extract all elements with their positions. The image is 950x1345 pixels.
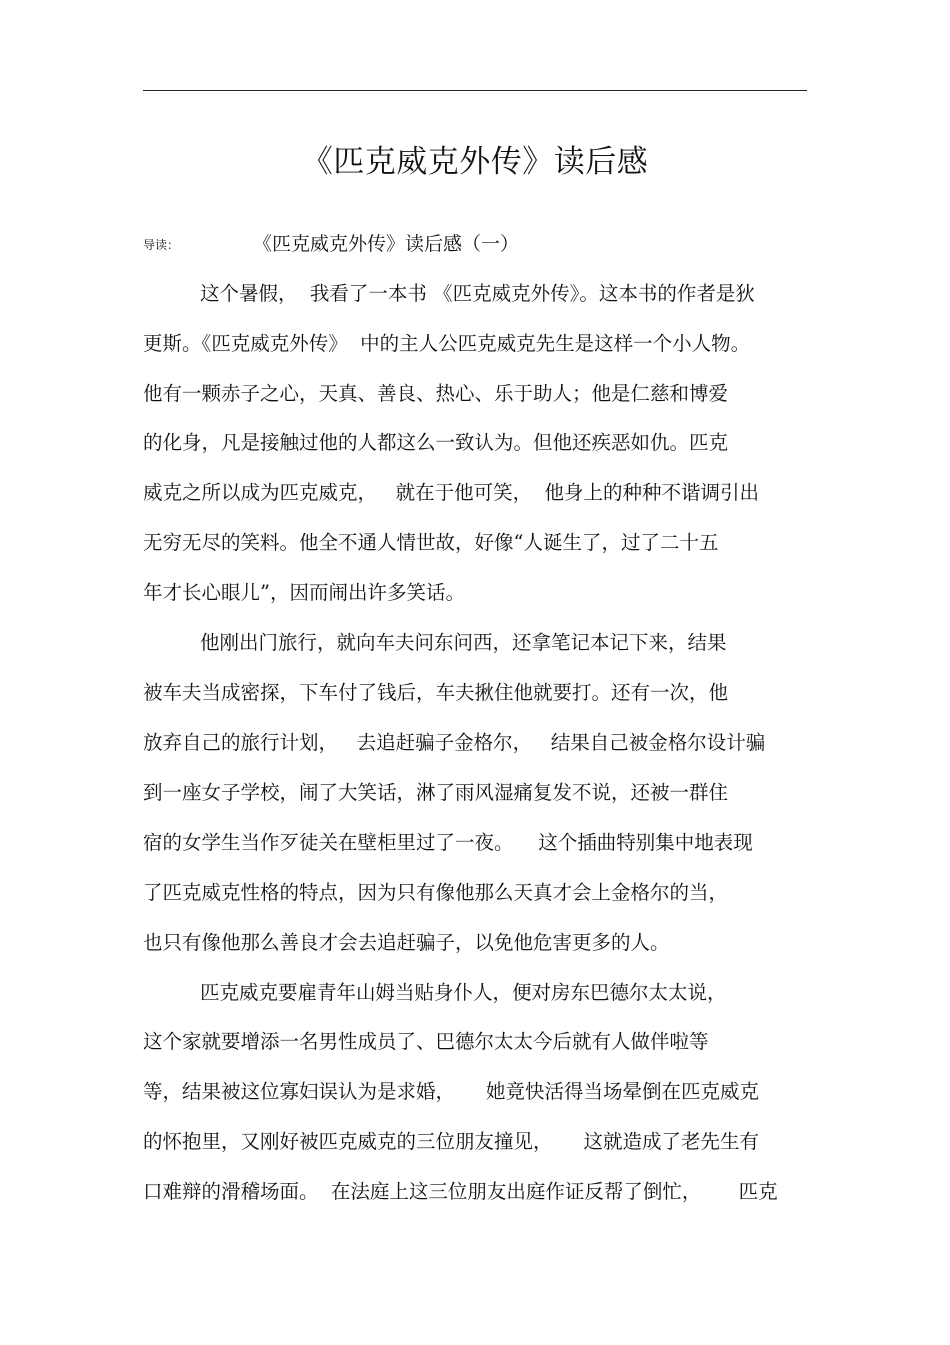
header-rule (143, 90, 807, 91)
body-line: 匹克威克要雇青年山姆当贴身仆人，便对房东巴德尔太太说， (200, 981, 727, 1004)
document-title: 《匹克威克外传》读后感 (301, 144, 649, 180)
body-line: 的怀抱里，又刚好被匹克威克的三位朋友撞见， 这就造成了老先生有 (143, 1130, 759, 1153)
body-line: 宿的女学生当作歹徒关在壁柜里过了一夜。 这个插曲特别集中地表现 (143, 831, 753, 854)
body-line: 到一座女子学校，闹了大笑话，淋了雨风湿痛复发不说，还被一群住 (143, 781, 729, 804)
lead-row (143, 228, 807, 260)
lead-label: 导读： (143, 238, 180, 252)
body-line: 了匹克威克性格的特点，因为只有像他那么天真才会上金格尔的当， (143, 881, 729, 904)
body-line: 这个家就要增添一名男性成员了、巴德尔太太今后就有人做伴啦等 (143, 1030, 709, 1053)
body-line: 的化身，凡是接触过他的人都这么一致认为。但他还疾恶如仇。匹克 (143, 431, 729, 454)
body-line: 威克之所以成为匹克威克， 就在于他可笑， 他身上的种种不谐调引出 (143, 481, 759, 504)
body-line: 更斯。《匹克威克外传》 中的主人公匹克威克先生是这样一个小人物。 (143, 332, 751, 355)
body-line: 被车夫当成密探，下车付了钱后，车夫揪住他就要打。还有一次，他 (143, 681, 729, 704)
body-line: 口难辩的滑稽场面。 在法庭上这三位朋友出庭作证反帮了倒忙， 匹克 (143, 1180, 778, 1203)
body-line: 这个暑假， 我看了一本书 《匹克威克外传》。这本书的作者是狄 (200, 282, 755, 305)
body-line: 他有一颗赤子之心，天真、善良、热心、乐于助人；他是仁慈和博爱 (143, 382, 729, 405)
lead-subtitle: 《匹克威克外传》读后感（一） (253, 233, 520, 255)
body-line: 放弃自己的旅行计划， 去追赶骗子金格尔， 结果自己被金格尔设计骗 (143, 731, 766, 754)
body-line: 无穷无尽的笑料。他全不通人情世故，好像“人诞生了，过了二十五 (143, 531, 719, 554)
body-line: 年才长心眼儿”，因而闹出许多笑话。 (143, 581, 465, 604)
body-line: 等，结果被这位寡妇误认为是求婚， 她竟快活得当场晕倒在匹克威克 (143, 1080, 759, 1103)
body-line: 他刚出门旅行，就向车夫问东问西，还拿笔记本记下来，结果 (200, 631, 727, 654)
body-line: 也只有像他那么善良才会去追赶骗子，以免他危害更多的人。 (143, 931, 670, 954)
